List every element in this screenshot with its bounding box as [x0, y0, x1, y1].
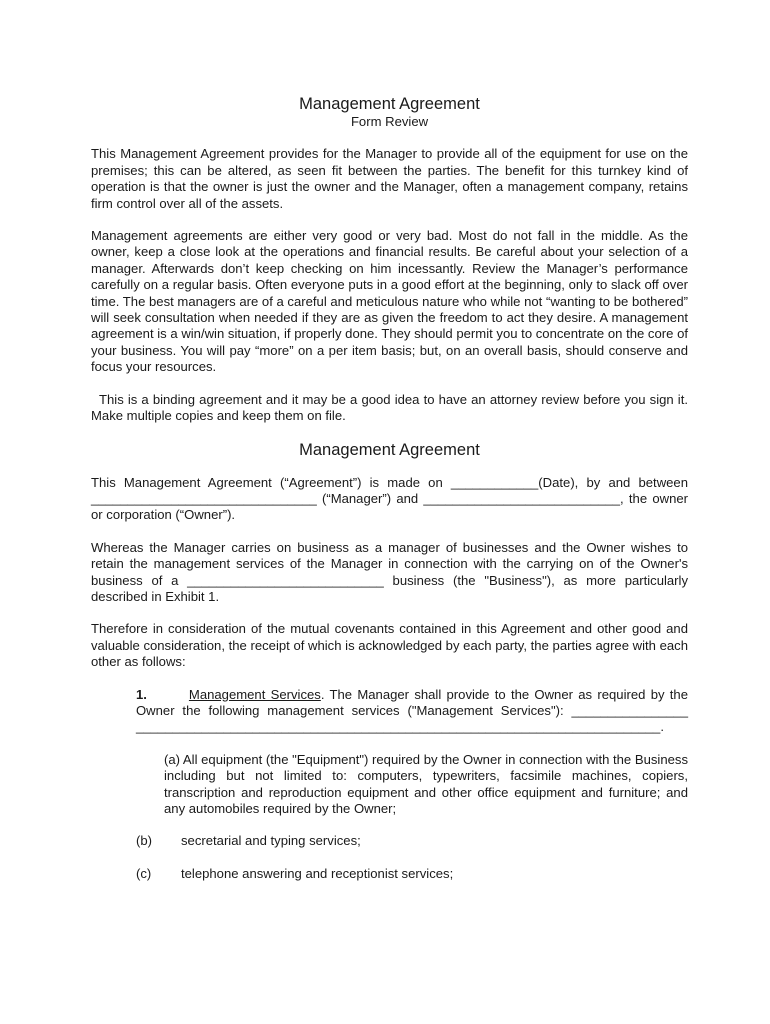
- therefore-paragraph: Therefore in consideration of the mutual covenants contained in this Agreement and other good and valuable consideration, the receipt of which is acknowledged by each party, the parties agree with each other as follows:: [91, 621, 688, 670]
- clause-c: [136, 866, 688, 882]
- clause-1-text: . The Manager shall provide to the Owner as required by the Owner the following management services ("Management Services"): ________________ ________________________________________________________________________.: [136, 686, 688, 735]
- document-page: [91, 94, 688, 882]
- clause-b-text: secretarial and typing services;: [181, 833, 361, 849]
- whereas-paragraph: Whereas the Manager carries on business as a manager of businesses and the Owner wishes to retain the management services of the Manager in connection with the carrying on of the Owner's business of a ___________________________ business (the "Business"), as more particularly described in Exhibit 1.: [91, 539, 688, 604]
- clause-c-label: (c): [136, 865, 152, 881]
- agreement-title: Management Agreement: [299, 440, 480, 459]
- clause-1-heading: Management Services: [188, 686, 321, 702]
- document-title: Management Agreement: [299, 95, 480, 113]
- document-subtitle: Form Review: [350, 114, 429, 129]
- clause-b: [136, 833, 688, 849]
- clause-b-label: (b): [136, 833, 153, 849]
- clause-1-management-services: [136, 687, 688, 736]
- agreement-parties-paragraph: This Management Agreement (“Agreement”) is made on ____________(Date), by and between _______________________________ (“Manager”) and ___________________________, the owner or corporation (“Owner”).: [91, 474, 688, 523]
- clause-c-text: telephone answering and receptionist services;: [181, 865, 454, 881]
- intro-paragraph-2: Management agreements are either very good or very bad. Most do not fall in the middle. As the owner, keep a close look at the operations and financial results. Be careful about your selection of a manager. Afterwards don’t keep checking on him incessantly. Review the Manager’s performance carefully on a regular basis. Often everyone puts in a good effort at the beginning, only to slack off over time. The best managers are of a careful and meticulous nature who while not “wanting to be bothered” will seek consultation when needed if they are as given the freedom to act they desire. A management agreement is a win/win situation, if properly done. They should permit you to concentrate on the core of your business. You will pay “more” on a per item basis; but, on an overall basis, should conserve and focus your resources.: [91, 228, 688, 375]
- intro-paragraph-3: This is a binding agreement and it may be a good idea to have an attorney review before you sign it. Make multiple copies and keep them on file.: [91, 391, 688, 424]
- intro-paragraph-1: This Management Agreement provides for the Manager to provide all of the equipment for use on the premises; this can be altered, as seen fit between the parties. The benefit for this turnkey kind of operation is that the owner is just the owner and the Manager, often a management company, retains firm control over all of the assets.: [91, 146, 688, 211]
- clause-a-equipment: (a) All equipment (the "Equipment") required by the Owner in connection with the Business including but not limited to: computers, typewriters, facsimile machines, copiers, transcription and reproduction equipment and other office equipment and furniture; and any automobiles required by the Owner;: [164, 751, 688, 816]
- clause-1-number: 1.: [136, 686, 147, 702]
